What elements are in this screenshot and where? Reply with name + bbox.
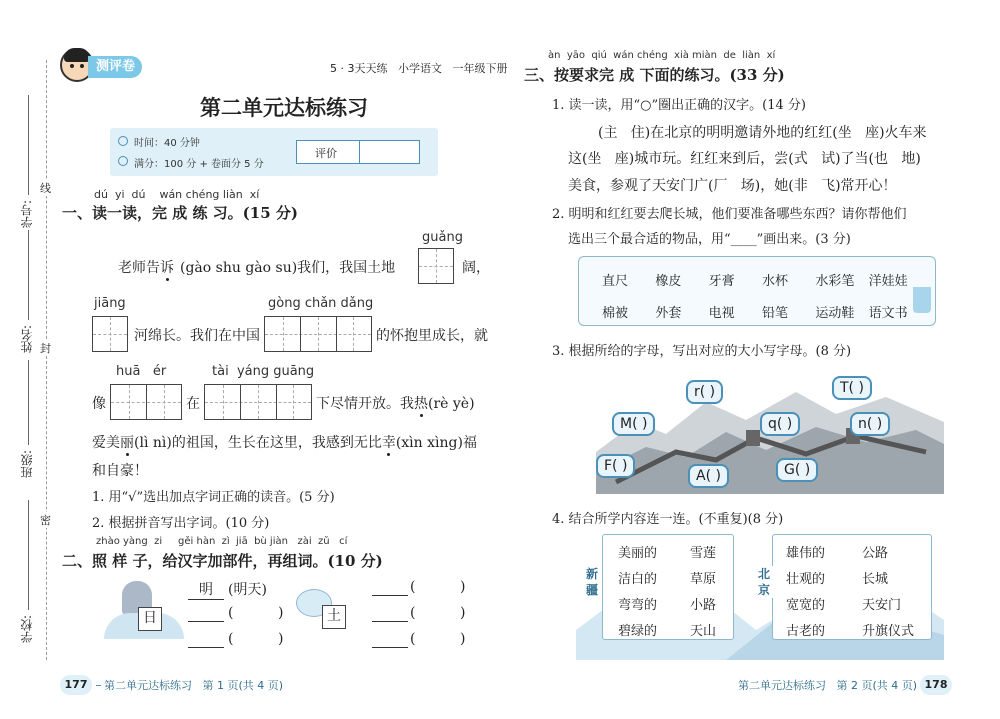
- xj-left-0[interactable]: 美丽的: [618, 546, 658, 561]
- blank-2a[interactable]: [372, 579, 408, 596]
- xj-left-1[interactable]: 洁白的: [618, 572, 658, 587]
- letter-F[interactable]: F( ): [596, 454, 635, 478]
- item-row1-2[interactable]: 牙膏: [708, 274, 735, 289]
- page-number-left: 177: [60, 675, 92, 695]
- sec2-pinyin: zhào yàng zi gěi hàn zì jiā bù jiàn zài zǔ cí: [96, 536, 348, 547]
- eval-box: [296, 140, 420, 164]
- paren-2a[interactable]: ( ): [410, 579, 466, 595]
- bj-left-3[interactable]: 古老的: [786, 624, 826, 639]
- r-q1-l3[interactable]: 美食，参观了天安门广(厂 场)，她(非 飞)常开心！: [568, 178, 897, 194]
- r-q1-l1[interactable]: (主 住)在北京的明明邀请外地的红红(坐 座)火车来: [598, 125, 927, 141]
- bj-left-2[interactable]: 宽宽的: [786, 598, 826, 613]
- bj-right-1[interactable]: 长城: [862, 572, 889, 587]
- blank-2c[interactable]: [372, 631, 408, 648]
- sec1-title: 一、读一读，完 成 练 习。(15 分): [62, 204, 298, 222]
- r-q3: 3. 根据所给的字母，写出对应的大小写字母。(8 分): [552, 344, 852, 359]
- bj-right-2[interactable]: 天安门: [862, 598, 902, 613]
- bj-left-0[interactable]: 雄伟的: [786, 546, 826, 561]
- xj-right-1[interactable]: 草原: [690, 572, 717, 587]
- sec1-pinyin: dú yi dú wán chéng liàn xí: [94, 188, 260, 201]
- side-xuehao: 学号:: [20, 200, 34, 229]
- side-banji-line: [28, 360, 29, 445]
- char1-box: 日: [138, 607, 162, 631]
- eval-label: 评价: [315, 147, 337, 160]
- badge: 测评卷: [88, 56, 142, 78]
- time-info: 时间：40 分钟: [134, 138, 200, 149]
- r-q2-l2: 选出三个最合适的物品，用“____”画出来。(3 分): [568, 232, 851, 247]
- item-row1-0[interactable]: 直尺: [602, 274, 629, 289]
- example-word: (明天): [228, 582, 267, 598]
- footer-text-right: 第二单元达标练习 第 2 页(共 4 页): [738, 679, 918, 692]
- xinjiang-label: 新疆: [586, 566, 602, 598]
- item-row2-1[interactable]: 外套: [655, 306, 682, 321]
- side-xuexiao: 学校:: [20, 615, 34, 644]
- side-xuehao-line: [28, 95, 29, 195]
- letter-M[interactable]: M( ): [612, 412, 655, 436]
- blank-2b[interactable]: [372, 605, 408, 622]
- py-huaer: huā ér: [116, 364, 167, 379]
- r-q1-l2[interactable]: 这(坐 座)城市玩。红红来到后，尝(式 试)了当(也 地): [568, 151, 921, 167]
- q2: 2. 根据拼音写出字词。(10 分): [92, 516, 270, 531]
- side-xuexiao-line: [28, 500, 29, 610]
- box-jiang[interactable]: [92, 316, 128, 352]
- sec2-area: [100, 575, 480, 650]
- sec3-title: 三、按要求完 成 下面的练习。(33 分): [524, 66, 785, 84]
- l2b: 的怀抱里成长，就: [376, 328, 488, 344]
- box-huaer[interactable]: [110, 384, 182, 420]
- letter-q[interactable]: q( ): [760, 412, 800, 436]
- l3b: 在: [186, 396, 200, 412]
- bj-right-0[interactable]: 公路: [862, 546, 889, 561]
- l2a: 河绵长。我们在中国: [134, 328, 260, 344]
- side-xingming: 姓名:: [20, 325, 34, 354]
- item-row2-4[interactable]: 运动鞋: [815, 306, 855, 321]
- l3a: 像: [92, 396, 106, 412]
- footer-line-left: [96, 685, 101, 686]
- footer-text-left: 第二单元达标练习 第 1 页(共 4 页): [104, 679, 284, 692]
- item-row1-5[interactable]: 洋娃娃: [868, 274, 908, 289]
- header-right: 5 · 3天天练 小学语文 一年级下册: [330, 62, 508, 75]
- blank-1b[interactable]: [188, 631, 224, 648]
- item-row1-4[interactable]: 水彩笔: [815, 274, 855, 289]
- bj-right-3[interactable]: 升旗仪式: [862, 624, 915, 639]
- py-gongchandang: gòng chǎn dǎng: [268, 296, 374, 311]
- char2-box: 土: [322, 605, 346, 629]
- items-row-1: [598, 270, 918, 290]
- side-xingming-line: [28, 230, 29, 320]
- side-feng: 封: [40, 342, 51, 355]
- box-taiyang[interactable]: [204, 384, 312, 420]
- item-row2-5[interactable]: 语文书: [868, 306, 908, 321]
- py-jiang: jiāng: [94, 296, 126, 311]
- l4: 爱美丽(lì nì)的祖国，生长在这里，我感到无比幸(xìn xìng)福: [92, 435, 477, 451]
- xj-right-2[interactable]: 小路: [690, 598, 717, 613]
- beijing-label: 北京: [758, 566, 774, 598]
- items-row-2: [598, 302, 918, 322]
- xj-right-0[interactable]: 雪莲: [690, 546, 717, 561]
- l1b: (gào shu gào su)我们，我国土地: [180, 260, 396, 276]
- l3c: 下尽情开放。我热(rè yè): [316, 396, 475, 412]
- letter-n[interactable]: n( ): [850, 412, 890, 436]
- item-row1-3[interactable]: 水杯: [762, 274, 789, 289]
- py-taiyang: tài yáng guāng: [212, 364, 315, 379]
- item-row1-1[interactable]: 橡皮: [655, 274, 682, 289]
- item-row2-2[interactable]: 电视: [708, 306, 735, 321]
- q1: 1. 用“√”选出加点字词正确的读音。(5 分): [92, 490, 335, 505]
- item-row2-0[interactable]: 棉被: [602, 306, 629, 321]
- page-number-right: 178: [920, 675, 952, 695]
- r-q1: 1. 读一读，用“○”圈出正确的汉字。(14 分): [552, 98, 806, 113]
- side-mi: 密: [40, 514, 51, 527]
- example-char: 明: [188, 579, 224, 600]
- bj-left-1[interactable]: 壮观的: [786, 572, 826, 587]
- sec2-title: 二、照 样 子，给汉字加部件，再组词。(10 分): [62, 552, 383, 570]
- paren-1a[interactable]: ( ): [228, 605, 284, 621]
- l1a: 老师告诉: [118, 260, 174, 276]
- paren-1b[interactable]: ( ): [228, 631, 284, 647]
- letter-G[interactable]: G( ): [776, 458, 818, 482]
- r-q4: 4. 结合所学内容连一连。(不重复)(8 分): [552, 512, 784, 527]
- page-title: 第二单元达标练习: [200, 95, 368, 120]
- sec3-pinyin: àn yāo qiú wán chéng xià miàn de liàn xí: [548, 50, 776, 61]
- l5: 和自豪！: [92, 463, 148, 479]
- box-guang[interactable]: [418, 248, 454, 284]
- l1c: 阔，: [462, 260, 490, 276]
- r-q2: 2. 明明和红红要去爬长城，他们要准备哪些东西？请你帮他们: [552, 207, 907, 222]
- blank-1a[interactable]: [188, 605, 224, 622]
- paren-2b[interactable]: ( ): [410, 605, 466, 621]
- check-icon: [118, 156, 128, 166]
- letter-r[interactable]: r( ): [686, 380, 723, 404]
- side-xian: 线: [40, 182, 51, 195]
- score-info: 满分：100 分 + 卷面分 5 分: [134, 159, 264, 170]
- item-row2-3[interactable]: 铅笔: [762, 306, 789, 321]
- side-banji: 班级:: [20, 450, 34, 479]
- py-guang: guǎng: [422, 230, 463, 245]
- info-box: [110, 128, 438, 176]
- box-gongchandang[interactable]: [264, 316, 372, 352]
- letter-T[interactable]: T( ): [832, 376, 872, 400]
- xj-left-3[interactable]: 碧绿的: [618, 624, 658, 639]
- xj-right-3[interactable]: 天山: [690, 624, 717, 639]
- xj-left-2[interactable]: 弯弯的: [618, 598, 658, 613]
- letter-A[interactable]: A( ): [688, 464, 729, 488]
- paren-2c[interactable]: ( ): [410, 631, 466, 647]
- clock-icon: [118, 136, 128, 146]
- binding-line: [46, 60, 47, 660]
